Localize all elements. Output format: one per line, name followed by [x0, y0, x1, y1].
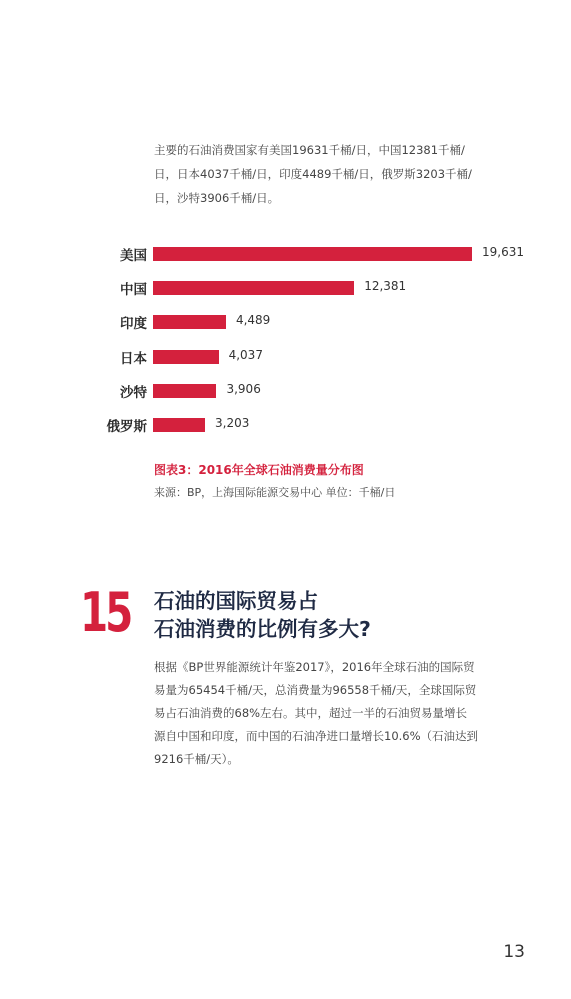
intro-line: 日，日本4037千桶/日，印度4489千桶/日，俄罗斯3203千桶/: [154, 167, 472, 181]
chart-row: [0, 306, 571, 336]
page-number: 13: [503, 942, 525, 962]
bar: [153, 384, 216, 398]
bar: [153, 281, 354, 295]
chart-source: 来源：BP，上海国际能源交易中心 单位：千桶/日: [154, 486, 396, 499]
bar: [153, 418, 205, 432]
value-label: 3,203: [215, 416, 250, 430]
category-label: 美国: [120, 248, 147, 264]
category-label: 中国: [120, 282, 147, 299]
section-body: [154, 656, 539, 771]
intro-paragraph: [154, 138, 544, 210]
intro-line: 日，沙特3906千桶/日。: [154, 191, 280, 205]
category-label: 日本: [120, 350, 147, 367]
section-title: [154, 587, 371, 643]
chart-row: [0, 238, 571, 268]
chart-row: [0, 375, 571, 405]
bar: [153, 315, 226, 329]
intro-line: 主要的石油消费国家有美国19631千桶/日，中国12381千桶/: [154, 143, 465, 157]
value-label: 4,037: [228, 347, 263, 362]
section-title-line: 石油消费的比例有多大?: [154, 617, 371, 641]
consumption-bar-chart: [0, 238, 571, 448]
category-label: 印度: [120, 316, 147, 333]
bar: [153, 350, 219, 364]
chart-caption: 图表3：2016年全球石油消费量分布图: [154, 463, 364, 477]
value-label: 19,631: [482, 245, 524, 259]
section-title-line: 石油的国际贸易占: [154, 589, 318, 613]
bar: [153, 247, 472, 261]
value-label: 3,906: [226, 381, 261, 396]
chart-row: [0, 272, 571, 302]
section-number: 15: [80, 581, 131, 644]
body-line: 源自中国和印度，而中国的石油净进口量增长10.6%（石油达到: [154, 729, 479, 743]
category-label: 沙特: [120, 384, 147, 401]
chart-row: [0, 341, 571, 371]
body-line: 易量为65454千桶/天，总消费量为96558千桶/天，全球国际贸: [154, 683, 477, 697]
value-label: 12,381: [364, 279, 407, 294]
body-line: 9216千桶/天）。: [154, 752, 239, 766]
category-label: 俄罗斯: [106, 419, 147, 435]
body-line: 根据《BP世界能源统计年鉴2017》，2016年全球石油的国际贸: [154, 660, 475, 674]
value-label: 4,489: [235, 313, 271, 328]
body-line: 易占石油消费的68%左右。其中，超过一半的石油贸易量增长: [154, 706, 468, 720]
chart-row: [0, 409, 571, 439]
